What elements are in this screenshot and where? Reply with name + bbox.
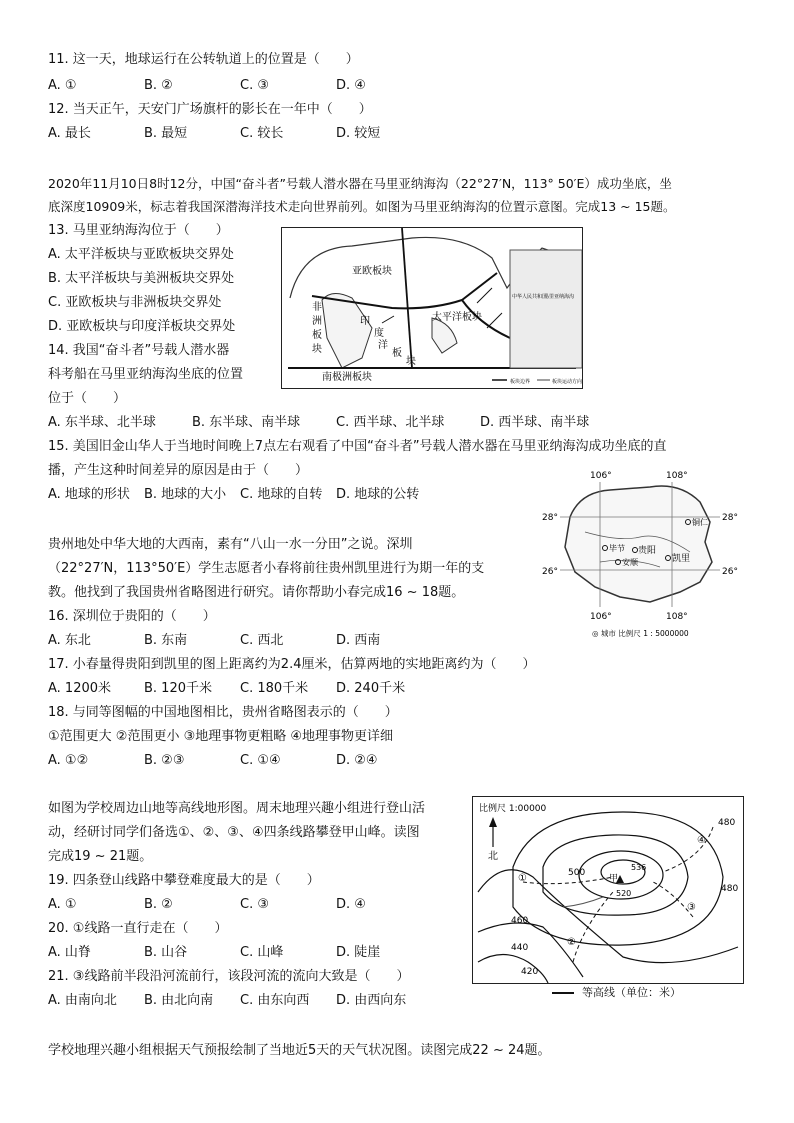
- map-legend: ◎ 城市 比例尺 1 : 5000000: [592, 629, 689, 638]
- option: A. 最长: [48, 126, 91, 141]
- north-arrow-label: 北: [488, 851, 498, 862]
- option: B. 由北向南: [144, 993, 214, 1008]
- plate-label: 南极洲板块: [322, 372, 372, 383]
- option: D. 240千米: [336, 681, 406, 696]
- q12-options: [48, 124, 432, 144]
- lon-label: 106°: [590, 612, 612, 622]
- q18-statements: ①范围更大 ②范围更小 ③地理事物更粗略 ④地理事物更详细: [48, 729, 394, 744]
- option: A. ①②: [48, 753, 89, 768]
- plate-label: 洲: [312, 316, 322, 327]
- option: A. 由南向北: [48, 993, 117, 1008]
- lon-label: 106°: [590, 471, 612, 481]
- q17-options: [48, 679, 432, 699]
- option: D. 地球的公转: [336, 487, 420, 502]
- option: B. 地球的大小: [144, 487, 227, 502]
- plate-label: 块: [406, 356, 416, 367]
- option: D. ④: [336, 897, 366, 912]
- q15-stem: 15. 美国旧金山华人于当地时间晚上7点左右观看了中国“奋斗者”号载人潜水器在马里亚纳海沟成功坐底的直: [48, 439, 667, 454]
- passage-text: （22°27′N，113°50′E）学生志愿者小春将前往贵州凯里进行为期一年的支: [48, 561, 485, 576]
- q20-stem: 20. ①线路一直行走在（ ）: [48, 921, 228, 936]
- q16-stem: 16. 深圳位于贵阳的（ ）: [48, 609, 216, 624]
- inset-map: [510, 250, 582, 368]
- lon-label: 108°: [666, 612, 688, 622]
- option: C. 180千米: [240, 681, 309, 696]
- option: D. 亚欧板块与印度洋板块交界处: [48, 319, 236, 334]
- city-label: 安顺: [622, 558, 638, 567]
- q14-stem: 科考船在马里亚纳海沟坐底的位置: [48, 367, 244, 382]
- elevation-label: 536: [631, 863, 647, 872]
- city-label: 凯里: [672, 554, 691, 564]
- contour-legend-line: [552, 992, 574, 994]
- plate-label: 印: [360, 316, 370, 327]
- contour-legend-label: 等高线（单位：米）: [582, 986, 681, 999]
- q21-stem: 21. ③线路前半段沿河流前行，该段河流的流向大致是（ ）: [48, 969, 410, 984]
- option: D. 西南: [336, 633, 381, 648]
- q15-stem: 播，产生这种时间差异的原因是由于（ ）: [48, 463, 309, 478]
- option: B. ②: [144, 897, 173, 912]
- passage-text: 动，经研讨同学们备选①、②、③、④四条线路攀登甲山峰。读图: [48, 825, 420, 840]
- lon-label: 108°: [666, 471, 688, 481]
- plate-label: 块: [312, 344, 322, 355]
- option: D. 由西向东: [336, 993, 407, 1008]
- option: A. ①: [48, 897, 77, 912]
- option: A. 1200米: [48, 681, 112, 696]
- guizhou-map-svg: [540, 462, 750, 642]
- lat-label: 26°: [722, 567, 738, 577]
- option: D. 西半球、南半球: [480, 415, 590, 430]
- q14-stem: 14. 我国“奋斗者”号载人潜水器: [48, 343, 230, 358]
- city-label: 毕节: [609, 544, 625, 553]
- q11-stem: 11. 这一天，地球运行在公转轨道上的位置是（ ）: [48, 52, 359, 67]
- option: A. ①: [48, 78, 77, 93]
- passage-text: 完成19 ~ 21题。: [48, 849, 153, 864]
- passage-text: 底深度10909米，标志着我国深潜海洋技术走向世界前列。如图为马里亚纳海沟的位置示意图。完成13 ~ 15题。: [48, 199, 676, 214]
- q19-options: [48, 895, 432, 915]
- q19-stem: 19. 四条登山线路中攀登难度最大的是（ ）: [48, 873, 320, 888]
- inset-label: 马里亚纳海沟: [544, 294, 575, 300]
- lat-label: 28°: [542, 513, 558, 523]
- option: C. ①④: [240, 753, 281, 768]
- route-label: ③: [687, 902, 696, 913]
- q15-options: [48, 485, 432, 505]
- guizhou-map-figure: [540, 462, 750, 642]
- contour-map-svg: [473, 797, 743, 983]
- option: B. 最短: [144, 126, 188, 141]
- option: B. 山谷: [144, 945, 188, 960]
- q14-options: [48, 413, 624, 433]
- passage-text: 学校地理兴趣小组根据天气预报绘制了当地近5天的天气状况图。读图完成22 ~ 24题。: [48, 1043, 551, 1058]
- q21-options: [48, 991, 432, 1011]
- legend-label: 板块边界: [510, 379, 531, 385]
- q12-stem: 12. 当天正午，天安门广场旗杆的影长在一年中（ ）: [48, 102, 372, 117]
- passage-text: 贵州地处中华大地的大西南，素有“八山一水一分田”之说。深圳: [48, 537, 413, 552]
- elevation-label: 480: [718, 818, 736, 828]
- lat-label: 26°: [542, 567, 558, 577]
- peak-label: 甲: [609, 874, 619, 884]
- plate-label: 度: [374, 328, 384, 339]
- q18-stem: 18. 与同等图幅的中国地图相比，贵州省略图表示的（ ）: [48, 705, 398, 720]
- q17-stem: 17. 小春量得贵阳到凯里的图上距离约为2.4厘米，估算两地的实地距离约为（ ）: [48, 657, 536, 672]
- plate-map-svg: [282, 228, 582, 388]
- option: C. 较长: [240, 126, 284, 141]
- passage-text: 教。他找到了我国贵州省略图进行研究。请你帮助小春完成16 ~ 18题。: [48, 585, 465, 600]
- lat-label: 28°: [722, 513, 738, 523]
- plate-label: 亚欧板块: [352, 266, 392, 277]
- plate-label: 非: [312, 302, 322, 313]
- plate-label: 洋: [378, 340, 388, 351]
- contour-map-figure: [472, 796, 744, 984]
- option: C. 地球的自转: [240, 487, 323, 502]
- elevation-label: 420: [521, 967, 539, 977]
- route-label: ①: [518, 873, 527, 884]
- elevation-label: 520: [616, 889, 632, 898]
- q14-stem: 位于（ ）: [48, 391, 127, 406]
- plate-map-figure: [281, 227, 583, 389]
- city-label: 贵阳: [638, 546, 657, 556]
- elevation-label: 460: [511, 916, 529, 926]
- option: A. 太平洋板块与亚欧板块交界处: [48, 247, 234, 262]
- passage-text: 2020年11月10日8时12分，中国“奋斗者”号载人潜水器在马里亚纳海沟（22°27′N，113° 50′E）成功坐底，坐: [48, 176, 672, 191]
- scale-label: 比例尺 1:00000: [479, 804, 547, 814]
- route-label: ④: [697, 835, 706, 846]
- option: C. 由东向西: [240, 993, 310, 1008]
- plate-label: 太平洋板块: [432, 312, 482, 323]
- q16-options: [48, 631, 432, 651]
- option: C. ③: [240, 78, 269, 93]
- option: B. 120千米: [144, 681, 212, 696]
- option: B. 太平洋板块与美洲板块交界处: [48, 271, 235, 286]
- elevation-label: 500: [568, 868, 586, 878]
- elevation-label: 480: [721, 884, 739, 894]
- option: D. 陡崖: [336, 945, 381, 960]
- route-label: ②: [567, 937, 576, 948]
- option: B. ②③: [144, 753, 185, 768]
- inset-label: 中华人民共和国: [512, 294, 548, 300]
- plate-label: 板: [312, 330, 322, 341]
- contour-legend: [552, 984, 681, 1000]
- option: C. ③: [240, 897, 269, 912]
- city-label: 铜仁: [692, 518, 708, 527]
- q13-stem: 13. 马里亚纳海沟位于（ ）: [48, 223, 229, 238]
- option: B. 东半球、南半球: [192, 415, 301, 430]
- option: A. 东北: [48, 633, 91, 648]
- option: B. ②: [144, 78, 173, 93]
- option: A. 东半球、北半球: [48, 415, 156, 430]
- passage-text: 如图为学校周边山地等高线地形图。周末地理兴趣小组进行登山活: [48, 801, 426, 816]
- option: D. 较短: [336, 126, 381, 141]
- option: D. ②④: [336, 753, 378, 768]
- elevation-label: 440: [511, 943, 529, 953]
- option: C. 山峰: [240, 945, 284, 960]
- q20-options: [48, 943, 432, 963]
- option: C. 西北: [240, 633, 284, 648]
- option: C. 西半球、北半球: [336, 415, 445, 430]
- legend-label: 板块运动方向: [552, 379, 582, 385]
- option: B. 东南: [144, 633, 188, 648]
- q11-options: [48, 76, 432, 96]
- option: A. 山脊: [48, 945, 91, 960]
- option: A. 地球的形状: [48, 487, 130, 502]
- option: D. ④: [336, 78, 366, 93]
- option: C. 亚欧板块与非洲板块交界处: [48, 295, 222, 310]
- q18-options: [48, 751, 432, 771]
- plate-label: 板: [392, 348, 402, 359]
